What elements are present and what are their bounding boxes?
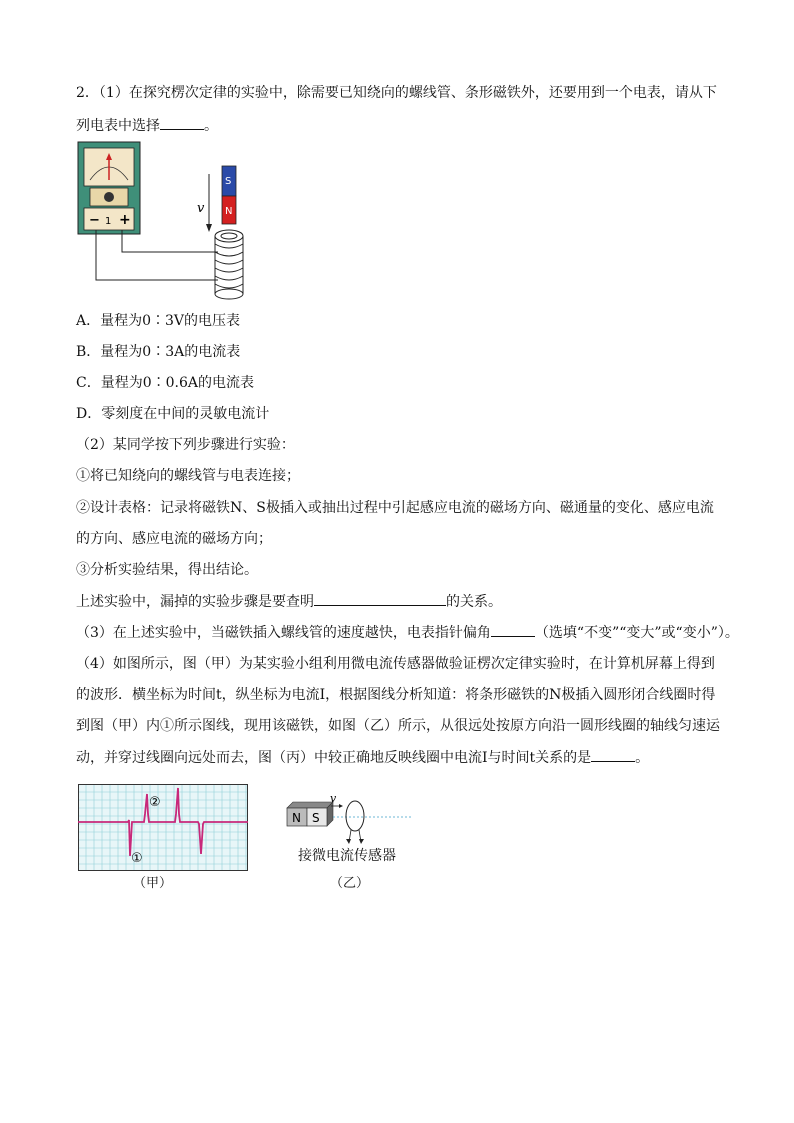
part4-line1: （4）如图所示，图（甲）为某实验小组利用微电流传感器做验证楞次定律实验时，在计算机屏幕上得到	[76, 656, 715, 672]
meter-one-label: 1	[105, 216, 112, 227]
curve-label-2: ②	[149, 795, 161, 810]
figure-yi-caption: （乙）	[330, 876, 370, 891]
svg-text:N: N	[225, 206, 233, 217]
part2-question: 上述实验中，漏掉的实验步骤是要查明 的关系。	[76, 591, 502, 612]
answer-blank-4[interactable]	[591, 747, 635, 762]
meter-minus-label: −	[89, 213, 100, 228]
question-part1-line1: 2．（1）在探究楞次定律的实验中，除需要已知绕向的螺线管、条形磁铁外，还要用到一个电表，请从下	[76, 85, 717, 101]
part4-line4: 动，并穿过线圈向远处而去，图（丙）中较正确地反映线圈中电流I与时间t关系的是 。	[76, 747, 649, 768]
answer-blank-2[interactable]	[314, 591, 446, 606]
option-d[interactable]: D．零刻度在中间的灵敏电流计	[76, 406, 270, 422]
coil	[215, 230, 243, 299]
answer-blank-3[interactable]	[491, 622, 535, 637]
question-part1-line2: 列电表中选择 。	[76, 115, 218, 136]
option-c[interactable]: C．量程为0∶0.6A的电流表	[76, 375, 254, 391]
meter-coil-figure	[76, 140, 256, 305]
step-2-line2: 的方向、感应电流的磁场方向；	[76, 531, 272, 547]
coil-loop	[346, 801, 364, 831]
svg-text:N: N	[292, 811, 301, 825]
part4-line3: 到图（甲）内①所示图线，现用该磁铁，如图（乙）所示，从很远处按原方向沿一圆形线圈的轴线匀速运	[76, 718, 720, 734]
option-b[interactable]: B．量程为0∶3A的电流表	[76, 344, 241, 360]
figure-jia-caption: （甲）	[133, 876, 173, 891]
figure-yi-text: 接微电流传感器	[298, 848, 396, 864]
step-1: ①将已知绕向的螺线管与电表连接；	[76, 468, 300, 484]
figure-yi-setup	[283, 794, 413, 844]
part4-line2: 的波形．横坐标为时间t，纵坐标为电流I，根据图线分析知道：将条形磁铁的N极插入圆形闭合线圈时得	[76, 687, 716, 703]
svg-text:S: S	[312, 811, 320, 825]
svg-text:S: S	[225, 176, 232, 187]
option-a[interactable]: A．量程为0∶3V的电压表	[76, 313, 241, 329]
question-number: 2．	[76, 85, 99, 101]
part3-question: （3）在上述实验中，当磁铁插入螺线管的速度越快，电表指针偏角 （选填“不变”“变大”或“变小”）。	[76, 622, 739, 643]
meter-knob	[104, 192, 114, 202]
velocity-label-2: v	[330, 794, 337, 805]
figure-jia-waveform	[78, 784, 248, 874]
step-2-line1: ②设计表格：记录将磁铁N、S极插入或抽出过程中引起感应电流的磁场方向、磁通量的变化、感应电流	[76, 500, 714, 516]
meter-plus-label: +	[119, 212, 131, 228]
step-3: ③分析实验结果，得出结论。	[76, 562, 258, 578]
answer-blank-1[interactable]	[160, 115, 204, 130]
wire-1	[96, 230, 218, 280]
curve-label-1: ①	[131, 851, 143, 866]
velocity-label: v	[197, 201, 205, 216]
part2-intro: （2）某同学按下列步骤进行实验：	[76, 437, 295, 453]
